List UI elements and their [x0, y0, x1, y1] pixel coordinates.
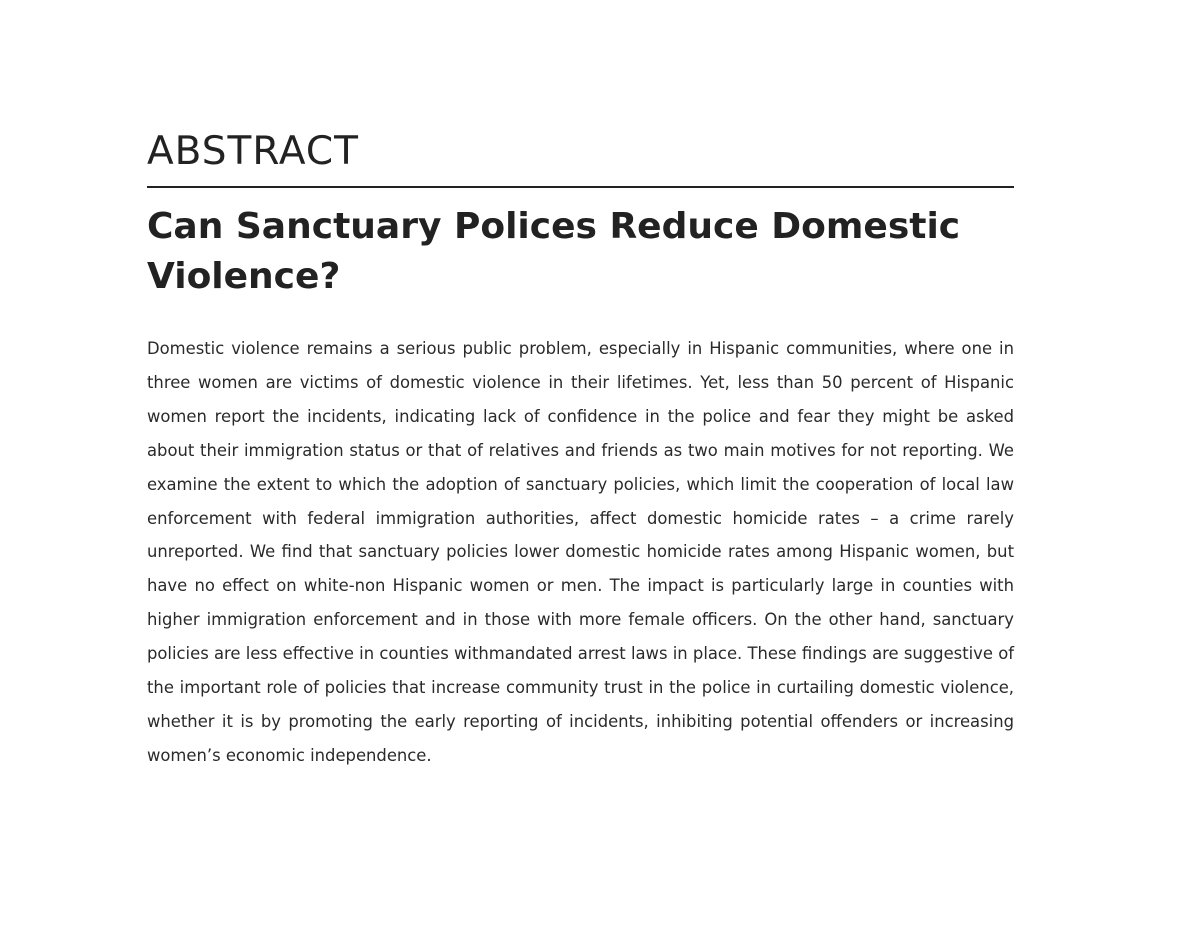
heading-divider [147, 186, 1014, 188]
abstract-text: Domestic violence remains a serious public problem, especially in Hispanic communities, where one in three women are victims of domestic violence in their lifetimes. Yet, less than 50 percent of Hispanic women report the incidents, indicating lack of confidence in the police and fear they might be asked about their immigration status or that of relatives and friends as two main motives for not reporting. We examine the extent to which the adoption of sanctuary policies, which limit the cooperation of local law enforcement with federal immigration authorities, affect domestic homicide rates – a crime rarely unreported. We find that sanctuary policies lower domestic homicide rates among Hispanic women, but have no effect on white-non Hispanic women or men. The impact is particularly large in counties with higher immigration enforcement and in those with more female officers. On the other hand, sanctuary policies are less effective in counties withmandated arrest laws in place. These findings are suggestive of the important role of policies that increase community trust in the police in curtailing domestic violence, whether it is by promoting the early reporting of incidents, inhibiting potential offenders or increasing women’s economic independence. [147, 339, 1014, 765]
section-heading: ABSTRACT [147, 129, 359, 174]
paper-title: Can Sanctuary Polices Reduce Domestic Violence? [147, 206, 961, 297]
